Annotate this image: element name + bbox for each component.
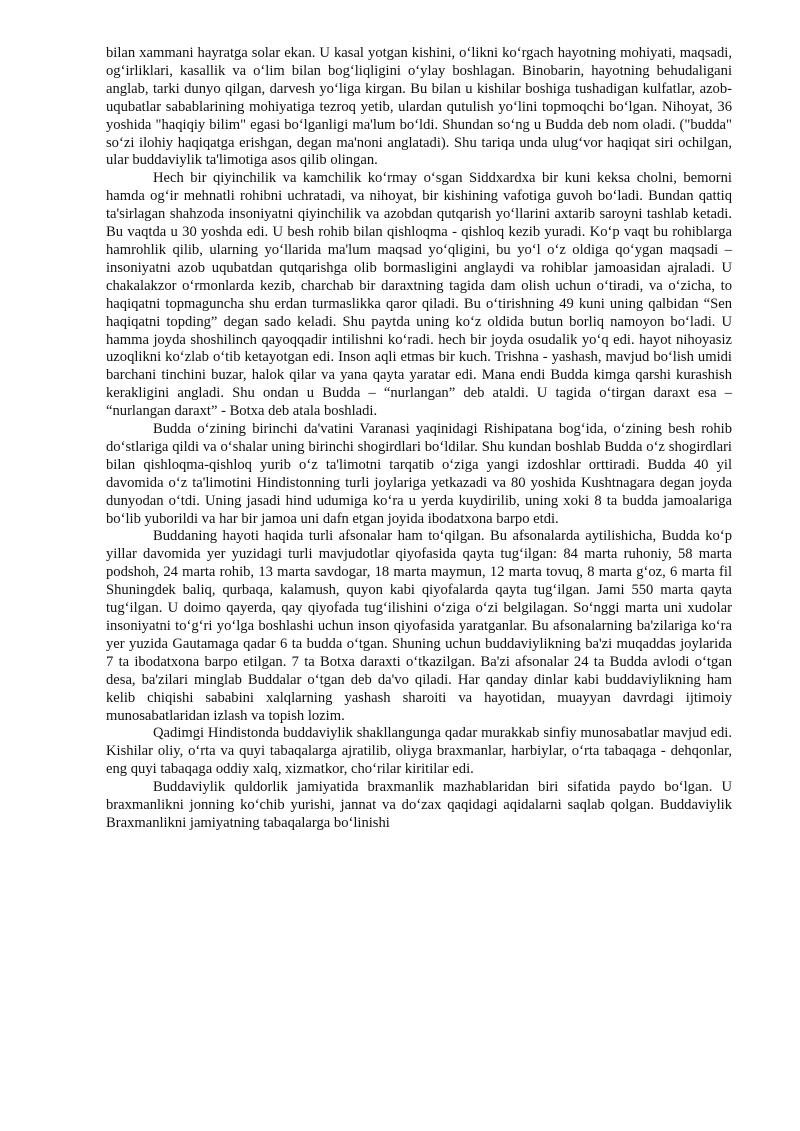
paragraph-siddhartha: Hech bir qiyinchilik va kamchilik koʻrmay oʻsgan Siddxardxa bir kuni keksa cholni, bemorni hamda ogʻir mehnatli rohibni uchratadi, va nihoyat, bir kishining vafotiga guvoh boʻladi. Bundan qattiq ta'sirlagan shahzoda insoniyatni qiyinchilik va azobdan qutqarish yoʻllarini axtarib saroyni tashlab ketadi. Bu vaqtda u 30 yoshda edi. U besh rohib bilan qishloqma - qishloq kezib yuradi. Koʻp vaqt bu rohiblarga hamrohlik qilib, ularning yoʻllarida ma'lum maqsad yoʻqligini, bu yoʻl oʻz oldiga qoʻygan maqsadi – insoniyatni azob uqubatdan qutqarishga olib bormasligini anglaydi va rohiblar jamoasidan ajraladi. U chakalakzor oʻrmonlarda kezib, charchab bir daraxtning tagida dam olish uchun oʻtiradi, va oʻzicha, to haqiqatni topmaguncha shu erdan turmaslikka qaror qiladi. Bu oʻtirishning 49 kuni uning qalbidan “Sen haqiqatni topding” degan sado keladi. Shu paytda uning koʻz oldida butun borliq namoyon boʻladi. U hamma joyda shoshilinch qayoqqadir intilishni koʻradi. hech bir joyda osudalik yoʻq edi. hayot nihoyasiz uzoqlikni koʻzlab oʻtib ketayotgan edi. Inson aqli etmas bir kuch. Trishna - yashash, mavjud boʻlish umidi barchani tinchini buzar, halok qilar va yana qayta yaratar edi. Mana endi Budda kimga qarshi kurashish kerakligini angladi. Shu ondan u Budda – “nurlangan” deb ataldi. U tagida oʻtirgan daraxt esa – “nurlangan daraxt” - Botxa deb atala boshladi.: [106, 170, 732, 420]
document-page: [106, 45, 732, 833]
paragraph-continuation: bilan xammani hayratga solar ekan. U kasal yotgan kishini, oʻlikni koʻrgach hayotning mohiyati, maqsadi, ogʻirliklari, kasallik va oʻlim bilan bogʻliqligini oʻylay boshlagan. Binobarin, hayotning behudaligani anglab, tarki dunyo qilgan, darvesh yoʻliga kirgan. Bu bilan u kishilar boshiga tushadigan kulfatlar, azob-uqubatlar sabablarining mohiyatiga tezroq yetib, ulardan qutulish yoʻlini topmoqchi boʻlgan. Nihoyat, 36 yoshida "haqiqiy bilim" egasi boʻlganligi ma'lum boʻldi. Shundan soʻng u Budda deb nom oladi. ("budda" soʻzi ilohiy haqiqatga erishgan, degan ma'noni anglatadi). Shu tariqa unda ulugʻvor haqiqat siri ochilgan, ular buddaviylik ta'limotiga asos qilib olingan.: [106, 45, 732, 169]
paragraph-ancient-india: Qadimgi Hindistonda buddaviylik shakllangunga qadar murakkab sinfiy munosabatlar mavjud edi. Kishilar oliy, oʻrta va quyi tabaqalarga ajratilib, oliyga braxmanlar, harbiylar, oʻrta tabaqaga - dehqonlar, eng quyi tabaqaga oddiy xalq, xizmatkor, choʻrilar kiritilar edi.: [106, 725, 732, 778]
paragraph-legends: Buddaning hayoti haqida turli afsonalar ham toʻqilgan. Bu afsonalarda aytilishicha, Budda koʻp yillar davomida yer yuzidagi turli mavjudotlar qiyofasida qayta tugʻilgan: 84 marta ruhoniy, 58 marta podshoh, 24 marta rohib, 13 marta savdogar, 18 marta maymun, 12 marta tovuq, 8 marta gʻoz, 6 marta fil Shuningdek baliq, qurbaqa, kalamush, quyon kabi qiyofalarda qayta tugʻilgan. Jami 550 marta qayta tugʻilgan. U doimo qayerda, qay qiyofada tugʻilishini oʻziga oʻzi belgilagan. Soʻnggi marta uni xudolar insoniyatni toʻgʻri yoʻlga boshlashi uchun inson qiyofasida yaratganlar. Bu afsonalarning ba'zilariga koʻra yer yuzida Gautamaga qadar 6 ta budda oʻtgan. Shuning uchun buddaviylikning ba'zi muqaddas joylarida 7 ta ibodatxona barpo etilgan. 7 ta Botxa daraxti oʻtkazilgan. Ba'zi afsonalar 24 ta Budda avlodi oʻtgan desa, ba'zilari minglab Buddalar oʻtgan deb da'vo qiladi. Har qanday dinlar kabi buddaviylikning ham kelib chiqishi sababini xalqlarning yashash sharoiti va hayotidan, muayyan davrdagi ijtimoiy munosabatlaridan izlash va topish lozim.: [106, 528, 732, 724]
paragraph-first-sermon: Budda oʻzining birinchi da'vatini Varanasi yaqinidagi Rishipatana bogʻida, oʻzining besh rohib doʻstlariga qildi va oʻshalar uning birinchi shogirdlari boʻldilar. Shu kundan boshlab Budda oʻz shogirdlari bilan qishloqma-qishloq yurib oʻz ta'limotni tarqatib oʻziga yangi izdoshlar orttiradi. Budda 40 yil davomida oʻz ta'limotini Hindistonning turli joylariga yetkazadi va 80 yoshida Kushtnagara degan joyda dunyodan oʻtdi. Uning jasadi hind udumiga koʻra u yerda kuydirilib, uning xoki 8 ta budda jamoalariga boʻlib yuborildi va har bir jamoa uni dafn etgan joyida ibodatxona barpo etdi.: [106, 421, 732, 527]
paragraph-brahmanism: Buddaviylik quldorlik jamiyatida braxmanlik mazhablaridan biri sifatida paydo boʻlgan. U braxmanlikni jonning koʻchib yurishi, jannat va doʻzax qaqidagi aqidalarni saqlab qolgan. Buddaviylik Braxmanlikni jamiyatning tabaqalarga boʻlinishi: [106, 779, 732, 831]
